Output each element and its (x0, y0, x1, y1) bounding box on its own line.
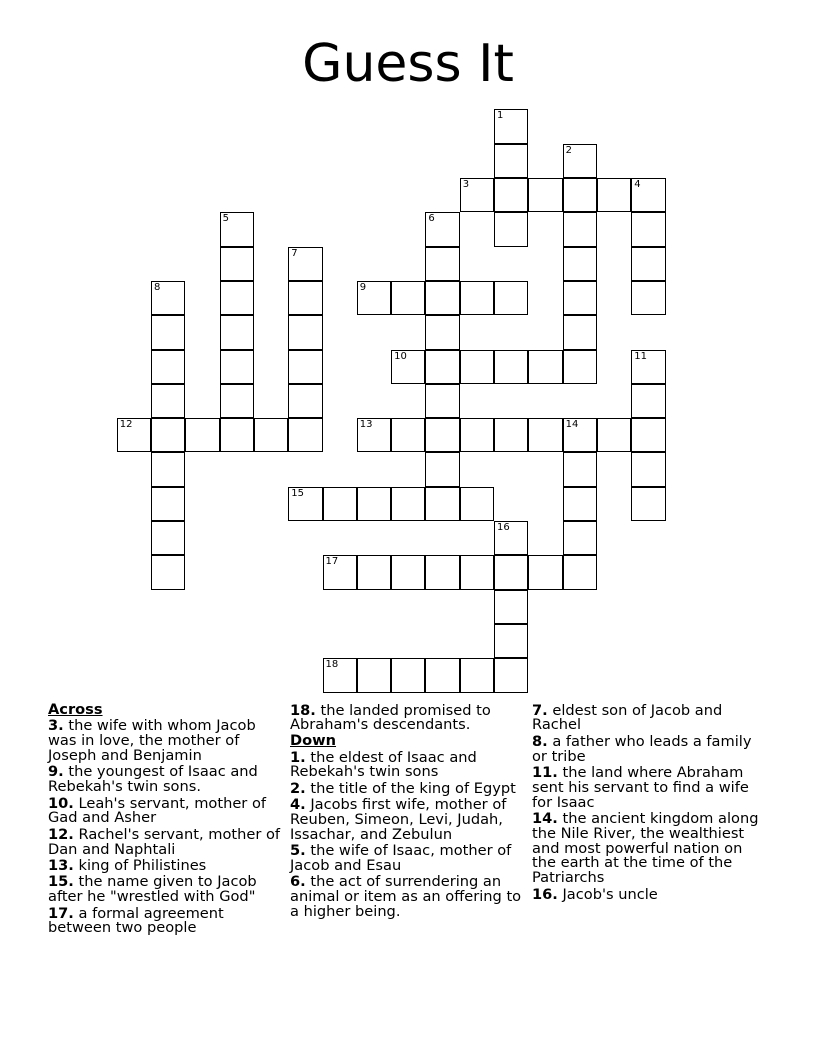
grid-cell[interactable] (357, 281, 391, 315)
grid-cell[interactable] (288, 418, 322, 452)
grid-cell[interactable] (563, 281, 597, 315)
grid-cell[interactable] (563, 247, 597, 281)
grid-cell[interactable] (425, 247, 459, 281)
clue-text: the eldest of Isaac and Rebekah's twin sons (290, 748, 477, 781)
clues-column-2 (290, 702, 526, 920)
grid-cell[interactable] (494, 109, 528, 143)
grid-cell[interactable] (425, 555, 459, 589)
grid-cell[interactable] (151, 555, 185, 589)
grid-cell[interactable] (563, 418, 597, 452)
grid-cell[interactable] (357, 555, 391, 589)
clue-item (532, 732, 768, 765)
clue-text: Jacob's uncle (557, 885, 658, 903)
grid-cell[interactable] (220, 315, 254, 349)
cell-number: 14 (565, 419, 579, 431)
grid-cell[interactable] (151, 452, 185, 486)
grid-cell[interactable] (494, 281, 528, 315)
cell-number: 6 (428, 213, 435, 225)
cell-number: 2 (565, 144, 572, 156)
grid-cell[interactable] (494, 350, 528, 384)
clue-number: 1. (290, 748, 306, 766)
clue-item (48, 794, 284, 827)
grid-cell[interactable] (563, 350, 597, 384)
grid-cell[interactable] (631, 350, 665, 384)
clue-item (290, 875, 526, 919)
cell-number: 7 (291, 247, 298, 259)
grid-cell[interactable] (288, 315, 322, 349)
grid-cell[interactable] (631, 212, 665, 246)
grid-cell[interactable] (631, 384, 665, 418)
clue-text: eldest son of Jacob and Rachel (532, 701, 723, 734)
grid-cell[interactable] (323, 658, 357, 692)
cell-number: 8 (154, 281, 161, 293)
clue-number: 7. (532, 701, 548, 719)
cell-number: 16 (497, 522, 510, 533)
clue-text: Leah's servant, mother of Gad and Asher (48, 794, 267, 827)
clue-text: the wife with whom Jacob was in love, the mother of Joseph and Benjamin (48, 717, 256, 764)
clue-text: the wife of Isaac, mother of Jacob and Esau (290, 842, 512, 874)
grid-cell[interactable] (288, 350, 322, 384)
grid-cell[interactable] (631, 418, 665, 452)
grid-cell[interactable] (494, 178, 528, 212)
grid-cell[interactable] (460, 281, 494, 315)
grid-cell[interactable] (563, 452, 597, 486)
clue-text: the act of surrendering an animal or item as an offering to a higher being. (290, 873, 522, 920)
grid-cell[interactable] (563, 487, 597, 521)
grid-cell[interactable] (425, 281, 459, 315)
clue-item (290, 798, 526, 842)
grid-cell[interactable] (425, 658, 459, 692)
grid-cell[interactable] (185, 418, 219, 452)
clue-number: 17. (48, 904, 74, 922)
clue-text: the ancient kingdom along the Nile River, the wealthiest and most powerful nation on the earth at the time of the Patriarchs (532, 809, 759, 887)
clue-text: a father who leads a family or tribe (532, 732, 752, 765)
grid-cell[interactable] (151, 350, 185, 384)
across-clue-list (48, 719, 284, 936)
grid-cell[interactable] (254, 418, 288, 452)
clue-text: the youngest of Isaac and Rebekah's twin sons. (48, 763, 258, 796)
grid-cell[interactable] (528, 418, 562, 452)
cell-number: 12 (119, 419, 133, 431)
clue-text: the title of the king of Egypt (305, 779, 516, 797)
clue-text: the landed promised to Abraham's descendants. (290, 701, 491, 734)
clues-column-3 (532, 702, 768, 902)
grid-cell[interactable] (597, 418, 631, 452)
grid-cell[interactable] (288, 384, 322, 418)
grid-cell[interactable] (460, 487, 494, 521)
cell-number: 5 (222, 213, 229, 225)
grid-cell[interactable] (323, 487, 357, 521)
clue-number: 15. (48, 873, 74, 891)
grid-cell[interactable] (631, 487, 665, 521)
down-clue-list-continued (532, 701, 768, 903)
clue-text: Rachel's servant, mother of Dan and Naphtali (48, 825, 281, 858)
clue-item (290, 844, 526, 874)
grid-cell[interactable] (151, 315, 185, 349)
grid-cell[interactable] (151, 384, 185, 418)
clue-number: 18. (290, 701, 316, 719)
grid-cell[interactable] (391, 658, 425, 692)
grid-cell[interactable] (151, 487, 185, 521)
grid-cell[interactable] (494, 418, 528, 452)
grid-cell[interactable] (528, 350, 562, 384)
grid-cell[interactable] (631, 281, 665, 315)
grid-cell[interactable] (460, 178, 494, 212)
grid-cell[interactable] (631, 178, 665, 212)
cell-number: 11 (634, 350, 647, 362)
grid-cell[interactable] (563, 521, 597, 555)
clue-item (532, 885, 768, 903)
clue-item (48, 904, 284, 937)
grid-cell[interactable] (425, 487, 459, 521)
grid-cell[interactable] (425, 350, 459, 384)
clue-item (48, 719, 284, 763)
grid-cell[interactable] (357, 487, 391, 521)
clue-item (532, 809, 768, 887)
grid-cell[interactable] (425, 452, 459, 486)
clue-number: 10. (48, 794, 74, 812)
grid-cell[interactable] (220, 350, 254, 384)
clue-item (48, 875, 284, 905)
grid-cell[interactable] (323, 555, 357, 589)
grid-cell[interactable] (528, 555, 562, 589)
clue-text: a formal agreement between two people (48, 904, 224, 937)
clue-item (48, 765, 284, 795)
grid-cell[interactable] (391, 350, 425, 384)
grid-cell[interactable] (563, 212, 597, 246)
grid-cell[interactable] (391, 418, 425, 452)
grid-cell[interactable] (357, 658, 391, 692)
clue-number: 4. (290, 796, 306, 814)
grid-cell[interactable] (391, 281, 425, 315)
grid-cell[interactable] (288, 281, 322, 315)
clue-number: 8. (532, 732, 548, 750)
cell-number: 17 (325, 556, 339, 568)
grid-cell[interactable] (460, 350, 494, 384)
grid-cell[interactable] (391, 487, 425, 521)
grid-cell[interactable] (631, 452, 665, 486)
grid-cell[interactable] (631, 247, 665, 281)
cell-number: 18 (325, 659, 339, 671)
clue-text: the land where Abraham sent his servant to find a wife for Isaac (532, 763, 749, 811)
grid-cell[interactable] (494, 521, 528, 555)
grid-cell[interactable] (563, 315, 597, 349)
grid-cell[interactable] (563, 144, 597, 178)
clue-number: 3. (48, 717, 64, 735)
clue-item (290, 779, 526, 797)
grid-cell[interactable] (563, 178, 597, 212)
grid-cell[interactable] (220, 247, 254, 281)
grid-cell[interactable] (494, 212, 528, 246)
clue-number: 2. (290, 779, 306, 797)
clue-text: king of Philistines (73, 856, 207, 874)
grid-cell[interactable] (220, 384, 254, 418)
clue-item (48, 825, 284, 858)
down-clue-list (290, 748, 526, 920)
grid-cell[interactable] (425, 212, 459, 246)
cell-number: 1 (497, 110, 504, 122)
across-clue-list-continued (290, 701, 526, 734)
grid-cell[interactable] (494, 144, 528, 178)
clue-item (532, 763, 768, 811)
page-title: Guess It (302, 34, 514, 94)
grid-cell[interactable] (425, 418, 459, 452)
grid-cell[interactable] (288, 247, 322, 281)
grid-cell[interactable] (220, 418, 254, 452)
clue-number: 6. (290, 873, 306, 891)
cell-number: 3 (462, 179, 470, 190)
grid-cell[interactable] (460, 555, 494, 589)
down-heading: Down (290, 732, 337, 750)
grid-cell[interactable] (220, 212, 254, 246)
cell-number: 15 (291, 487, 304, 499)
clue-number: 13. (48, 856, 74, 874)
clue-item (290, 748, 526, 781)
grid-cell[interactable] (494, 590, 528, 624)
cell-number: 13 (359, 419, 373, 431)
grid-cell[interactable] (528, 178, 562, 212)
grid-cell[interactable] (460, 418, 494, 452)
clue-item (290, 701, 526, 734)
grid-cell[interactable] (494, 624, 528, 658)
grid-cell[interactable] (425, 384, 459, 418)
clue-item (48, 856, 284, 874)
grid-cell[interactable] (494, 658, 528, 692)
clue-text: the name given to Jacob after he "wrestled with God" (48, 873, 257, 906)
grid-cell[interactable] (460, 658, 494, 692)
across-heading: Across (48, 701, 103, 718)
clue-number: 9. (48, 763, 64, 781)
grid-cell[interactable] (151, 281, 185, 315)
grid-cell[interactable] (220, 281, 254, 315)
cell-number: 10 (394, 350, 407, 362)
grid-cell[interactable] (117, 418, 151, 452)
grid-cell[interactable] (391, 555, 425, 589)
cell-number: 4 (634, 179, 641, 190)
clue-number: 12. (48, 825, 74, 843)
clue-item (532, 701, 768, 734)
grid-cell[interactable] (357, 418, 391, 452)
clues-column-1 (48, 702, 284, 936)
grid-cell[interactable] (494, 555, 528, 589)
grid-cell[interactable] (151, 418, 185, 452)
clue-text: Jacobs first wife, mother of Reuben, Simeon, Levi, Judah, Issachar, and Zebulun (290, 796, 507, 843)
clue-number: 5. (290, 842, 306, 860)
clue-number: 14. (532, 809, 558, 827)
cell-number: 9 (359, 281, 367, 293)
grid-cell[interactable] (597, 178, 631, 212)
clue-number: 16. (532, 885, 558, 903)
grid-cell[interactable] (563, 555, 597, 589)
grid-cell[interactable] (288, 487, 322, 521)
grid-cell[interactable] (425, 315, 459, 349)
grid-cell[interactable] (151, 521, 185, 555)
clue-number: 11. (532, 763, 558, 781)
